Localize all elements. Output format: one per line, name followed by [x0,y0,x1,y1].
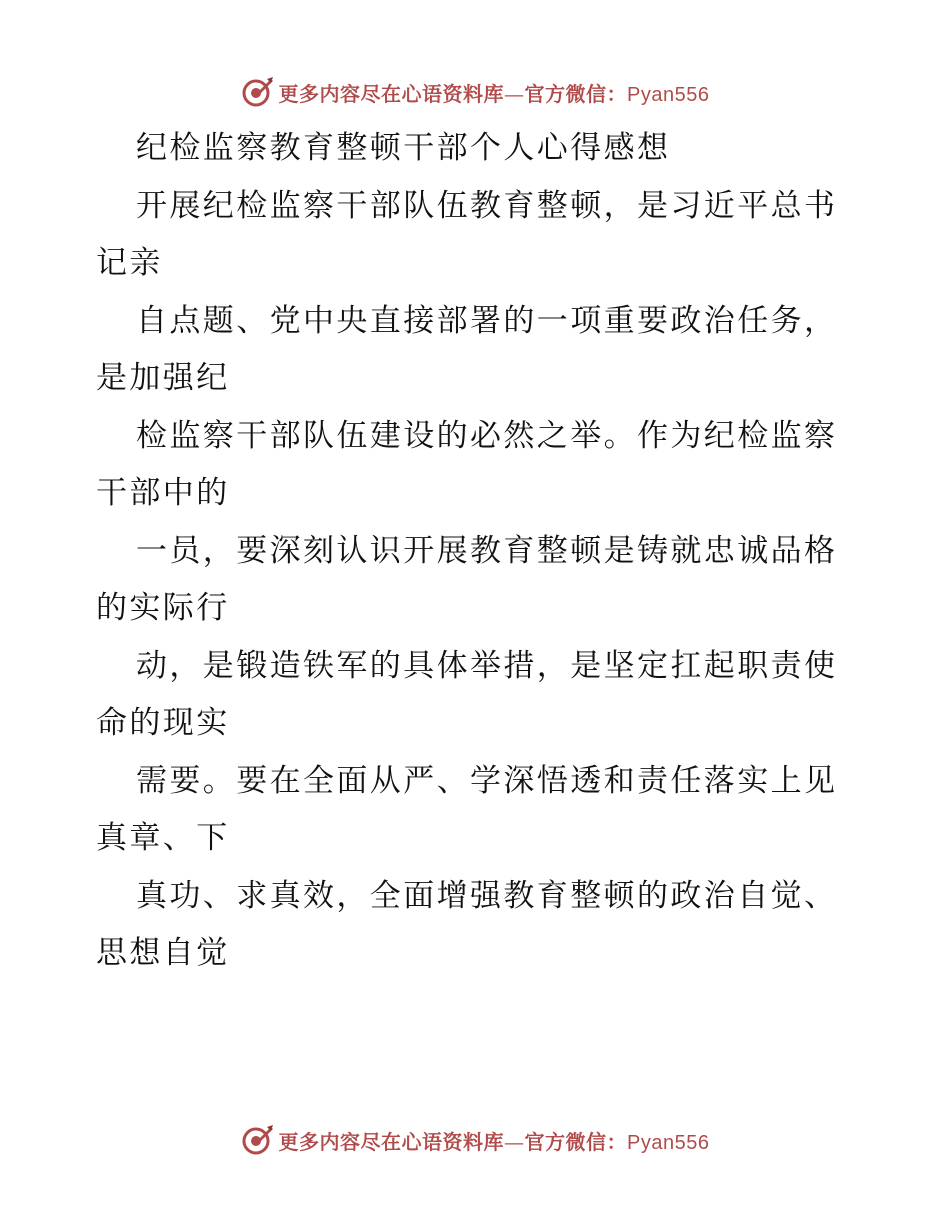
paragraph-line: 开展纪检监察干部队伍教育整顿，是习近平总书 [136,187,838,224]
banner-separator: — [504,1129,525,1154]
paragraph-line: 一员，要深刻认识开展教育整顿是铸就忠诚品格 [136,532,838,569]
paragraph-line: 自点题、党中央直接部署的一项重要政治任务， [136,302,838,339]
paragraph-line: 需要。要在全面从严、学深悟透和责任落实上见 [136,762,838,799]
paragraph-line: 检监察干部队伍建设的必然之举。作为纪检监察 [136,417,838,454]
paragraph-line: 记亲 [96,245,163,281]
paragraph-line: 是加强纪 [96,360,230,396]
footer-banner [0,1120,950,1160]
banner-contact-label: 官方微信： [524,1129,628,1154]
paragraph-line: 动，是锻造铁军的具体举措，是坚定扛起职责使 [136,647,838,684]
banner-contact-label: 官方微信： [524,81,628,106]
banner-contact-id: Pyan556 [627,1131,710,1154]
paragraph-line: 思想自觉 [96,935,230,971]
document-body [96,120,876,983]
paragraph-line: 真章、下 [96,820,230,856]
paragraph-line: 的实际行 [96,590,230,626]
banner-slogan: 更多内容尽在心语资料库 [278,1129,505,1154]
document-title: 纪检监察教育整顿干部个人心得感想 [136,130,671,166]
banner-slogan: 更多内容尽在心语资料库 [278,81,505,106]
banner-contact-id: Pyan556 [627,83,710,106]
paragraph-line: 命的现实 [96,705,230,741]
header-banner [0,72,950,112]
banner-text [279,78,710,107]
paragraph-line: 干部中的 [96,475,230,511]
banner-separator: — [504,81,525,106]
paragraph-line: 真功、求真效，全面增强教育整顿的政治自觉、 [136,877,838,914]
quill-seal-icon [241,1123,275,1157]
quill-seal-icon [241,75,275,109]
banner-text [279,1126,710,1155]
